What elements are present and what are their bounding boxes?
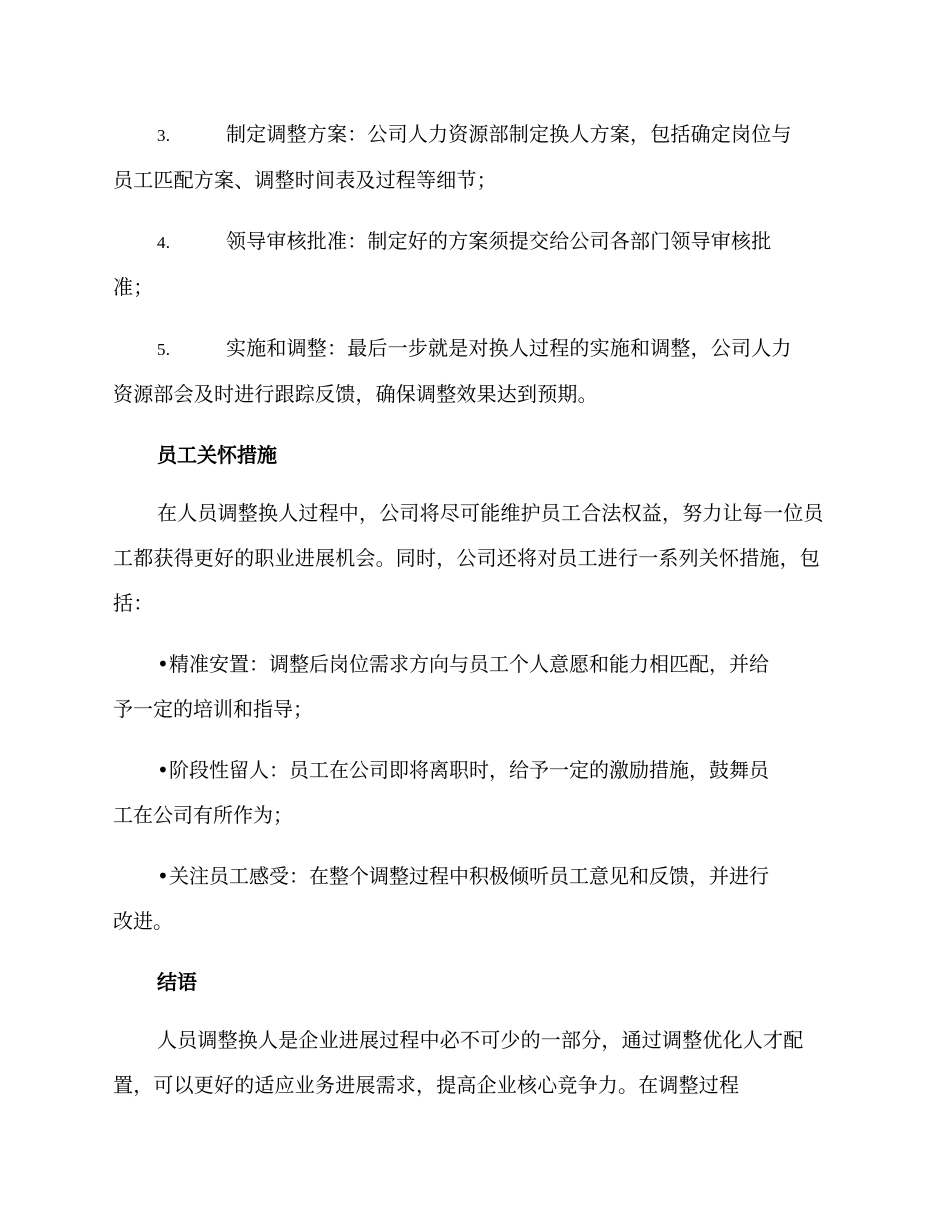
step-text-line1: 领导审核批准：制定好的方案须提交给公司各部门领导审核批 bbox=[226, 229, 772, 253]
bullet-text-line2: 工在公司有所作为； bbox=[113, 803, 293, 827]
bullet-first-line bbox=[113, 642, 769, 687]
step-item bbox=[113, 219, 833, 310]
step-text-line1: 实施和调整：最后一步就是对换人过程的实施和调整，公司人力 bbox=[226, 336, 792, 360]
section-heading-conclusion: 结语 bbox=[157, 970, 197, 994]
bullet-icon: • bbox=[157, 652, 169, 676]
step-first-line bbox=[113, 326, 792, 372]
care-bullet-item bbox=[113, 642, 833, 732]
bullet-text-line2: 予一定的培训和指导； bbox=[113, 697, 313, 721]
care-bullet-item bbox=[113, 748, 833, 838]
step-item bbox=[113, 112, 833, 203]
step-first-line bbox=[113, 112, 792, 158]
bullet-first-line bbox=[113, 854, 769, 899]
step-item bbox=[113, 326, 833, 417]
bullet-text-line2: 改进。 bbox=[113, 909, 173, 933]
step-number: 5. bbox=[157, 340, 171, 359]
step-number: 4. bbox=[157, 233, 171, 252]
bullet-text-line1: 关注员工感受：在整个调整过程中积极倾听员工意见和反馈，并进行 bbox=[169, 864, 769, 888]
document-body bbox=[113, 112, 833, 1124]
bullet-text-line1: 阶段性留人：员工在公司即将离职时，给予一定的激励措施，鼓舞员 bbox=[169, 758, 769, 782]
bullet-icon: • bbox=[157, 864, 169, 888]
care-intro-paragraph: 在人员调整换人过程中，公司将尽可能维护员工合法权益，努力让每一位员工都获得更好的职业进展机会。同时，公司还将对员工进行一系列关怀措施，包括： bbox=[113, 501, 824, 615]
step-number: 3. bbox=[157, 126, 171, 145]
care-bullet-item bbox=[113, 854, 833, 944]
bullet-icon: • bbox=[157, 758, 169, 782]
step-text-line2: 员工匹配方案、调整时间表及过程等细节； bbox=[113, 168, 497, 192]
step-first-line bbox=[113, 219, 771, 265]
bullet-text-line1: 精准安置：调整后岗位需求方向与员工个人意愿和能力相匹配，并给 bbox=[169, 652, 769, 676]
step-text-line2: 准； bbox=[113, 275, 154, 299]
section-heading-employee-care: 员工关怀措施 bbox=[157, 443, 277, 467]
conclusion-paragraph: 人员调整换人是企业进展过程中必不可少的一部分，通过调整优化人才配置，可以更好的适应业务进展需求，提高企业核心竞争力。在调整过程 bbox=[113, 1028, 804, 1097]
step-text-line2: 资源部会及时进行跟踪反馈，确保调整效果达到预期。 bbox=[113, 382, 598, 406]
step-text-line1: 制定调整方案：公司人力资源部制定换人方案，包括确定岗位与 bbox=[226, 122, 792, 146]
bullet-first-line bbox=[113, 748, 769, 793]
